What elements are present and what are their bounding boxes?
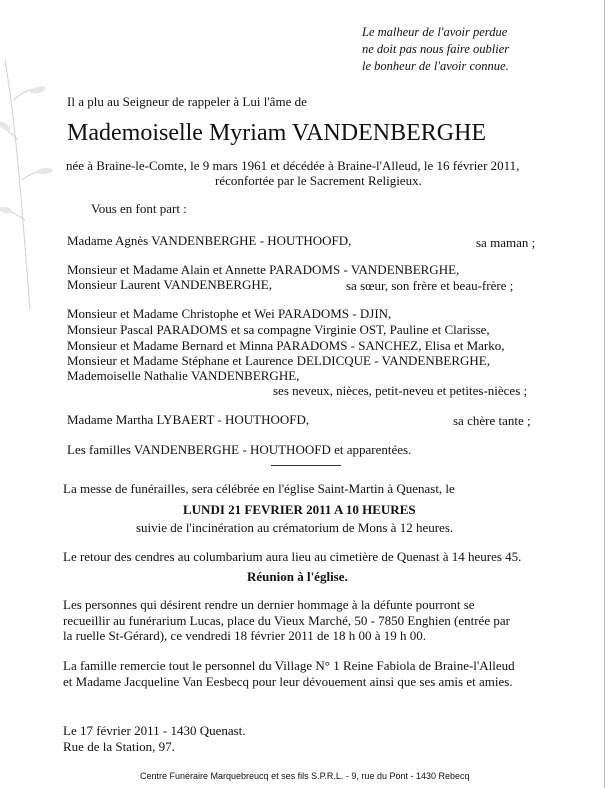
- intro-text: Il a plu au Seigneur de rappeler à Lui l'âme de: [67, 94, 307, 109]
- family-relation-8: ses neveux, nièces, petit-neveu et petites-nièces ;: [273, 383, 528, 398]
- family-line-7: Monsieur et Madame Stéphane et Laurence DELDICQUE - VANDENBERGHE,: [67, 353, 491, 368]
- family-line-3: Monsieur Laurent VANDENBERGHE,: [67, 277, 272, 292]
- comforted-line: réconfortée par le Sacrement Religieux.: [215, 173, 422, 188]
- quote-line-1: Le malheur de l'avoir perdue: [362, 25, 508, 39]
- family-relation-3: sa sœur, son frère et beau-frère ;: [346, 278, 514, 293]
- family-line-2: Monsieur et Madame Alain et Annette PARADOMS - VANDENBERGHE,: [67, 262, 460, 277]
- family-line-10: Les familles VANDENBERGHE - HOUTHOOFD et apparentées.: [67, 442, 412, 457]
- quote-line-2: ne doit pas nous faire oublier: [362, 42, 510, 56]
- quote-line-3: le bonheur de l'avoir connue.: [362, 59, 509, 73]
- homage-line-1: Les personnes qui désirent rendre un dernier hommage à la défunte pourront se: [63, 597, 475, 612]
- page-border-right: [604, 0, 605, 788]
- family-line-9: Madame Martha LYBAERT - HOUTHOOFD,: [67, 412, 310, 427]
- announcement-intro: Vous en font part :: [91, 201, 187, 216]
- family-line-1: Madame Agnès VANDENBERGHE - HOUTHOOFD,: [67, 233, 352, 248]
- footer-credit: Centre Funéraire Marquebreucq et ses fils S.P.R.L. - 9, rue du Pont - 1430 Rebecq: [140, 771, 470, 781]
- signoff-address: Rue de la Station, 97.: [63, 739, 175, 754]
- thanks-line-1: La famille remercie tout le personnel du Village N° 1 Reine Fabiola de Braine-l'Alleud: [63, 658, 515, 673]
- signoff-date: Le 17 février 2011 - 1430 Quenast.: [63, 723, 246, 738]
- leaf-branch-decoration: [0, 60, 60, 320]
- family-line-8: Mademoiselle Nathalie VANDENBERGHE,: [67, 368, 300, 383]
- family-relation-9: sa chère tante ;: [453, 413, 531, 428]
- deceased-name: Mademoiselle Myriam VANDENBERGHE: [67, 120, 487, 146]
- funeral-date: LUNDI 21 FEVRIER 2011 A 10 HEURES: [183, 502, 416, 517]
- family-line-6: Monsieur et Madame Bernard et Minna PARADOMS - SANCHEZ, Elisa et Marko,: [67, 338, 505, 353]
- family-line-4: Monsieur et Madame Christophe et Wei PARADOMS - DJIN,: [67, 306, 392, 321]
- homage-line-3: la ruelle St-Gérard), ce vendredi 18 février 2011 de 18 h 00 à 19 h 00.: [63, 628, 427, 643]
- homage-line-2: recueillir au funérarium Lucas, place du Vieux Marché, 50 - 7850 Enghien (entrée par: [63, 613, 510, 628]
- funeral-line-1: La messe de funérailles, sera célébrée en l'église Saint-Martin à Quenast, le: [63, 481, 455, 496]
- reunion-line: Réunion à l'église.: [247, 569, 348, 584]
- funeral-line-3: suivie de l'incinération au crématorium de Mons à 12 heures.: [136, 520, 454, 535]
- section-divider: [271, 465, 341, 466]
- birth-death-line: née à Braine-le-Comte, le 9 mars 1961 et décédée à Braine-l'Alleud, le 16 février 2011,: [66, 158, 520, 173]
- family-relation-1: sa maman ;: [476, 235, 536, 250]
- thanks-line-2: et Madame Jacqueline Van Eesbecq pour leur dévouement ainsi que ses amis et amies.: [63, 674, 513, 689]
- ashes-line: Le retour des cendres au columbarium aura lieu au cimetière de Quenast à 14 heures 45.: [63, 549, 522, 564]
- family-line-5: Monsieur Pascal PARADOMS et sa compagne Virginie OST, Pauline et Clarisse,: [67, 322, 490, 337]
